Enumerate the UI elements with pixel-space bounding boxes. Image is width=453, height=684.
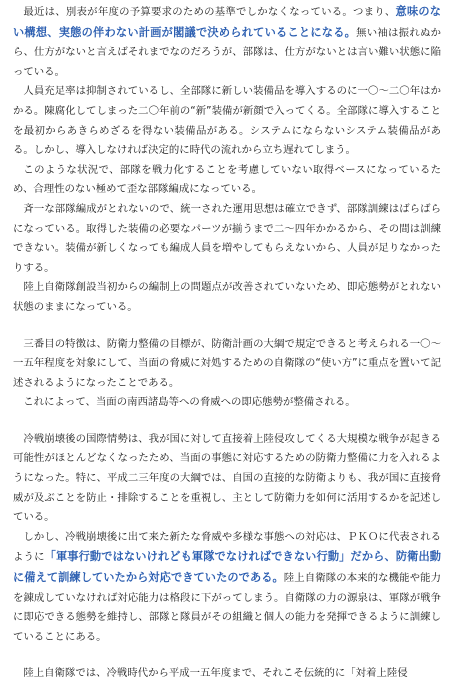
body-text: このような状況で、部隊を戦力化することを考慮していない取得ベースになっているため、合理性のない極めて歪な部隊編成になっている。 [13, 163, 441, 196]
paragraph [13, 278, 441, 317]
body-text: しかし、冷戦崩壊後に出て来た新たな脅威や多様な事態への対応は、ＰＫＯに代表されるように [13, 530, 441, 564]
body-text: 冷戦崩壊後の国際情勢は、我が国に対して直接着上陸侵攻してくる大規模な戦争が起きる可能性がほとんどなくなったため、当面の事態に対応するための防衛力整備に力を入れるようになった。特に、平成二三年度の大綱では、自国の直接的な防衛よりも、我が国に直接脅威が及ぶことを防止・排除することを重視し、主として防衛力を如何に活用するかを記述している。 [13, 432, 441, 524]
body-text: 最近は、別表が年度の予算要求のための基準でしかなくなっている。つまり、 [23, 6, 396, 18]
body-text: 陸上自衛隊の本来的な機能や能力を錬成していなければ対応能力は格段に下がってしまう。自衛隊の力の源泉は、軍隊が戦争に即応できる態勢を維持し、部隊と隊員がその組織と個人の能力を発揮できるように訓練していることにある。 [13, 572, 441, 643]
highlighted-text: 「軍事行動ではないけれども軍隊でなければできない行動」だから、防衛出動に備えて訓練していたから対応できていたのである。 [13, 550, 441, 585]
paragraph [13, 335, 441, 394]
body-text: 無い袖は振れぬから、仕方がないと言えばそれまでなのだろうが、部隊は、仕方がないとは言い難い状態に陥っている。 [13, 26, 441, 78]
paragraph-spacer [13, 318, 441, 335]
document-body [13, 2, 441, 684]
paragraph-spacer [13, 647, 441, 664]
body-text: 陸上自衛隊では、冷戦時代から平成一五年度まで、それこそ伝統的に「対着上陸侵 [23, 667, 408, 680]
paragraph [13, 161, 441, 200]
paragraph [13, 430, 441, 528]
body-text: 人員充足率は抑制されているし、全部隊に新しい装備品を導入するのに一〇～二〇年はかかる。陳腐化してしまった二〇年前の“新”装備が新顔で入ってくる。全部隊に導入することを最初からあきらめざるを得ない装備品がある。システムにならないシステム装備品がある。しかし、導入しなければ決定的に時代の流れから立ち遅れてしまう。 [13, 85, 441, 157]
paragraph [13, 393, 441, 413]
paragraph [13, 528, 441, 648]
body-text: 陸上自衛隊創設当初からの編制上の問題点が改善されていないため、即応態勢がとれない状態のままになっている。 [13, 281, 441, 313]
paragraph [13, 82, 441, 160]
body-text: 三番目の特徴は、防衛力整備の目標が、防衛計画の大綱で規定できると考えられる一〇～一五年程度を対象にして、当面の脅威に対処するための自衛隊の“使い方”に重点を置いて記述されるようになったことである。 [13, 337, 441, 389]
highlighted-text: 意味のない構想、実態の伴わない計画が閣議で決められていることになる。 [13, 5, 441, 39]
body-text: 斉一な部隊編成がとれないので、統一された運用思想は確立できず、部隊訓練はばらばらになっている。取得した装備の必要なパーツが揃うまで二～四年かかるから、その間は訓練できない。装備が新しくなっても編成人員を増やしてもらえないから、人員が足りなかったりする。 [13, 202, 441, 274]
body-text: これによって、当面の南西諸島等への脅威への即応態勢が整備される。 [23, 396, 356, 409]
paragraph [13, 664, 441, 684]
paragraph [13, 200, 441, 278]
paragraph-spacer [13, 413, 441, 430]
paragraph [13, 2, 441, 82]
